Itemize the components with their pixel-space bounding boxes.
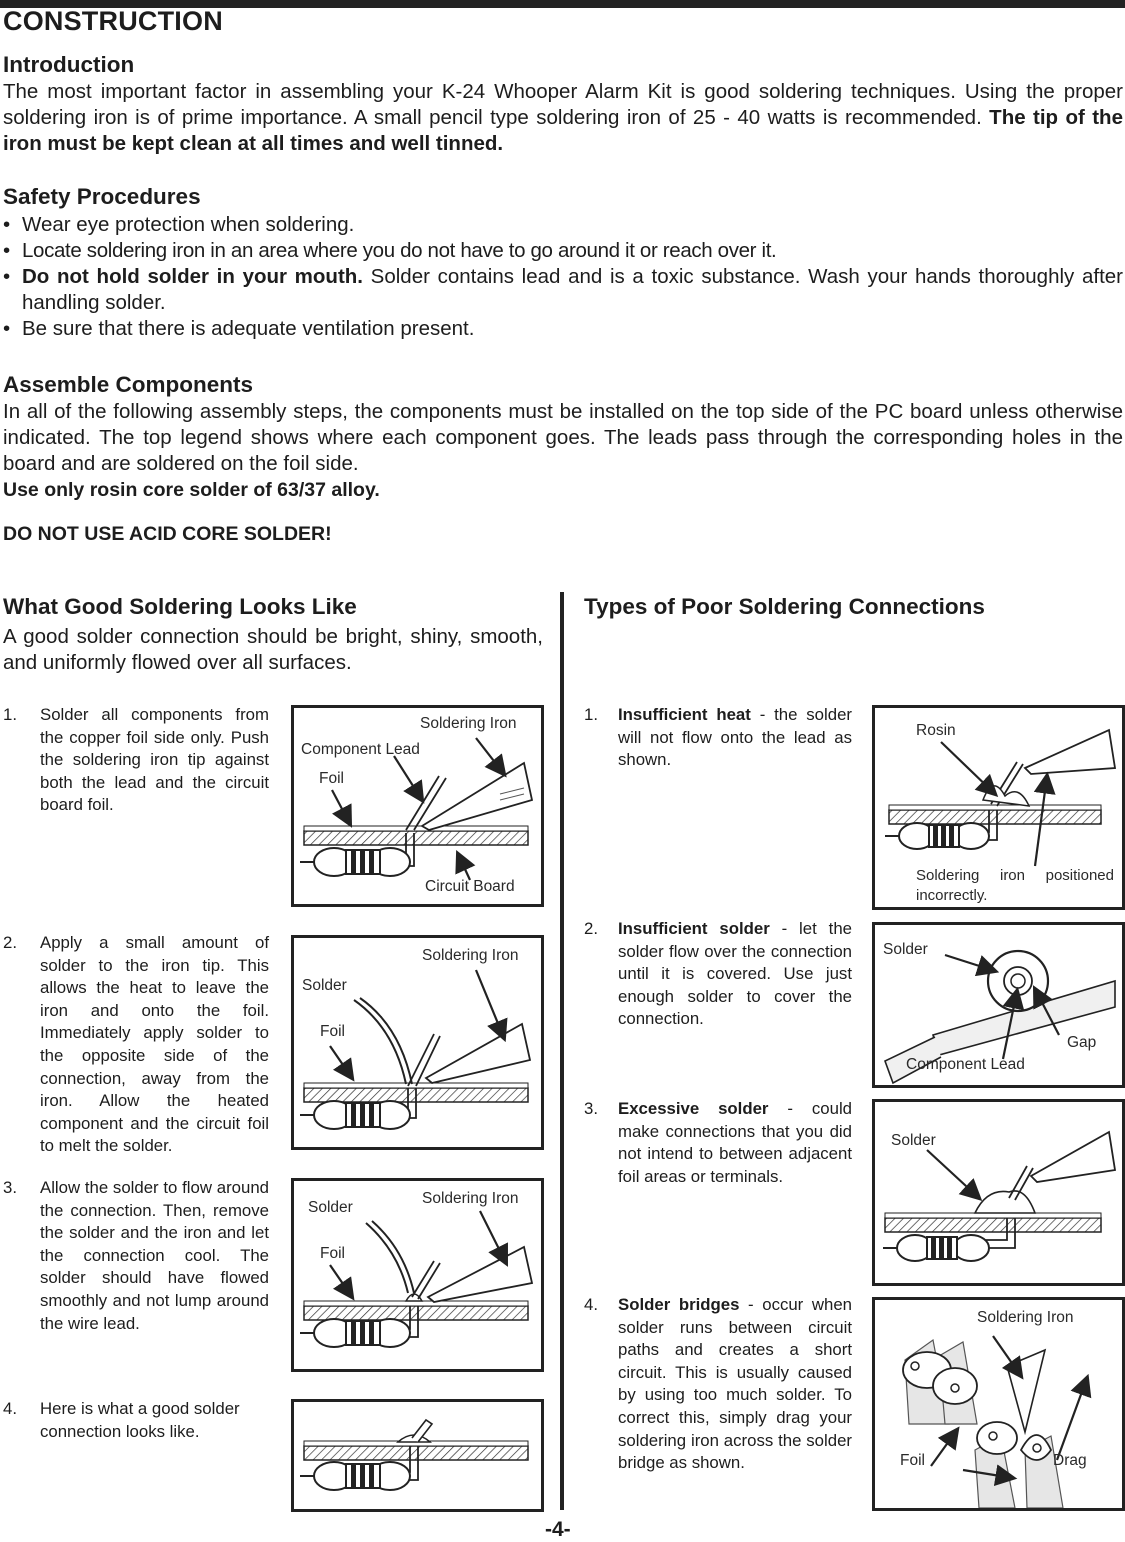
figure-insufficient-solder [872, 922, 1125, 1088]
soldering-iron-icon [1031, 1132, 1115, 1182]
safety-heading: Safety Procedures [3, 184, 201, 209]
soldering-iron-icon [426, 1024, 530, 1083]
figure-insufficient-heat [872, 705, 1125, 910]
resistor-icon [885, 823, 989, 849]
label-foil: Foil [320, 1245, 345, 1262]
figure-apply-solder-drawing [294, 938, 541, 1147]
figure-solder-flow [291, 1178, 544, 1372]
resistor-icon [300, 848, 410, 876]
safety-item: • Wear eye protection when soldering. [3, 212, 1123, 238]
intro-section [3, 52, 1123, 157]
label-component-lead: Component Lead [906, 1056, 1025, 1073]
label-solder: Solder [891, 1132, 936, 1149]
figure-solder-bridges-drawing [875, 1300, 1122, 1508]
safety-item: • Do not hold solder in your mouth. Solder contains lead and is a toxic substance. Wash your hands thoroughly after handling solder. [3, 264, 1123, 316]
intro-text: The most important factor in assembling your K-24 Whooper Alarm Kit is good soldering techniques. Using the proper soldering iron is of prime importance. A small pencil type soldering iron of 25 - 40 watts is recommended. [3, 80, 1123, 129]
intro-paragraph [3, 79, 1123, 157]
label-solder: Solder [308, 1199, 353, 1216]
assemble-text: In all of the following assembly steps, the components must be installed on the top side of the PC board unless otherwise indicated. The top legend shows where each component goes. The leads pass through the corresponding holes in the board and are soldered on the foil side. [3, 400, 1123, 475]
page-title: CONSTRUCTION [3, 6, 223, 36]
safety-section [3, 184, 1123, 342]
poor-soldering-heading: Types of Poor Soldering Connections [584, 594, 985, 619]
soldering-iron-icon [422, 763, 532, 830]
label-foil: Foil [319, 770, 344, 787]
label-circuit-board: Circuit Board [425, 878, 515, 895]
resistor-icon [300, 1101, 410, 1129]
intro-heading: Introduction [3, 52, 135, 77]
label-rosin: Rosin [916, 722, 956, 739]
good-soldering-heading: What Good Soldering Looks Like [3, 594, 357, 619]
figure-excessive-solder [872, 1099, 1125, 1286]
label-foil: Foil [320, 1023, 345, 1040]
intro-bold-text: The tip of the iron must be kept clean at all times and well tinned. [3, 106, 1123, 155]
resistor-icon [883, 1235, 989, 1261]
page-number: -4- [545, 1518, 571, 1541]
label-soldering-iron: Soldering Iron [422, 947, 519, 964]
good-soldering-section [3, 594, 543, 676]
label-soldering-iron: Soldering Iron [420, 715, 517, 732]
label-soldering-iron: Soldering Iron [422, 1190, 519, 1207]
rosin-core-note: Use only rosin core solder of 63/37 alloy. [3, 479, 380, 501]
label-iron-positioned-incorrectly: Soldering iron positioned incorrectly. [916, 867, 1114, 904]
figure-apply-solder [291, 935, 544, 1150]
label-soldering-iron: Soldering Iron [977, 1309, 1074, 1326]
good-soldering-text: A good solder connection should be bright, shiny, smooth, and uniformly flowed over all surfaces. [3, 625, 543, 674]
safety-item: • Be sure that there is adequate ventilation present. [3, 316, 1123, 342]
figure-excessive-solder-drawing [875, 1102, 1122, 1283]
figure-good-connection [291, 1399, 544, 1512]
figure-push-iron [291, 705, 544, 907]
figure-push-iron-drawing [294, 708, 541, 904]
safety-list [3, 212, 1123, 342]
soldering-iron-icon [1025, 730, 1115, 774]
soldering-iron-icon [428, 1247, 532, 1302]
label-component-lead: Component Lead [301, 741, 420, 758]
figure-good-connection-drawing [294, 1402, 541, 1509]
label-drag: Drag [1053, 1452, 1087, 1469]
assemble-section [3, 372, 1123, 547]
resistor-icon [300, 1462, 410, 1490]
figure-solder-bridges [872, 1297, 1125, 1511]
resistor-icon [300, 1319, 410, 1347]
column-divider [560, 592, 564, 1510]
safety-item: • Locate soldering iron in an area where you do not have to go around it or reach over it. [3, 238, 1123, 264]
label-solder: Solder [302, 977, 347, 994]
assemble-heading: Assemble Components [3, 372, 254, 397]
acid-core-warning: DO NOT USE ACID CORE SOLDER! [3, 523, 332, 545]
label-gap: Gap [1067, 1034, 1097, 1051]
label-solder: Solder [883, 941, 928, 958]
label-foil: Foil [900, 1452, 925, 1469]
